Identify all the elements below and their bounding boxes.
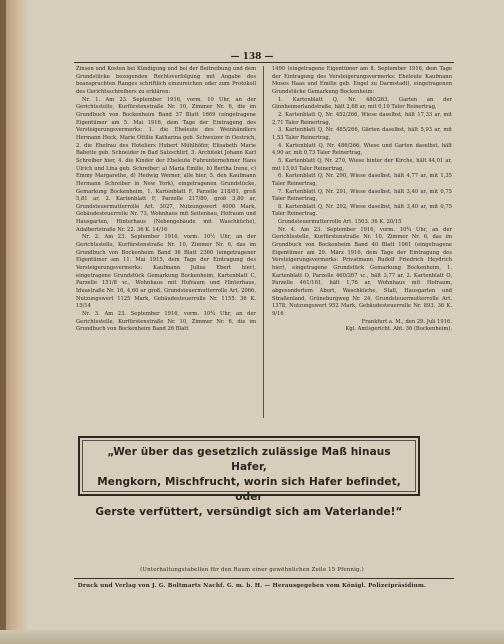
left-paragraph: Zinsen und Kosten bei Kündigung und bei der Beitreibung und dem Grundstücke bezogenden Rechtsverfolgung mit Angabe des beanspruchten Ranges schriftlich einzureichen oder zum Protokoll des Gerichtsschreibers zu erklären: [76,66,256,95]
right-column [272,66,452,334]
footer-rule [74,578,454,579]
notice-box [78,436,420,518]
advert-rate-note: (Unterhaltungstabellen für den Raum einer gewöhnlichen Zeile 15 Pfennig.) [140,567,364,573]
page-binding-shadow [0,0,6,644]
court-signature: Kgl. Amtsgericht. Abt. 36 (Bockenheim). [345,326,452,333]
notice-line: Mengkorn, Mischfrucht, worin sich Hafer befindet, oder [97,476,401,503]
right-paragraph: 2. Kartenblatt Q, Nr. 452/266, Wiese daselbst, hält 17,33 ar, mit 2,71 Taler Reinertrag, [272,111,452,126]
notice-inner-frame [82,440,416,492]
right-paragraph: 1490 (eingetragene Eigentümer am 8. September 1916, dem Tage der Eintragung des Versteigerungsvermerks: Eheleute Kaufmann Moses Haas und Emilie geb. Engel zu Darmstadt), eingetragenen Grundstücke Gemarkung Bockenheim: [272,66,452,95]
right-paragraph: 7. Kartenblatt Q, Nr. 291, Wiese daselbst, hält 3,40 ar, mit 0,75 Taler Reinertrag, [272,188,452,203]
publisher-imprint: Druck und Verlag von J. G. Boltmarts Nachf. G. m. b. H. — Herausgegeben vom Königl. Polizeipräsidium. [77,583,427,589]
page-number: — 138 — [230,52,274,62]
right-paragraph: 6. Kartenblatt Q, Nr. 290, Wiese daselbst, hält 4,77 ar, mit 1,35 Taler Reinertrag, [272,173,452,187]
right-paragraph: 3. Kartenblatt Q, Nr. 485/266, Gärten daselbst, hält 5,93 ar, mit 1,53 Taler Reinertrag, [272,127,452,141]
right-paragraph: 5. Kartenblatt Q, Nr. 270, Wiese hinter der Kirche, hält 44,01 ar, mit 13,93 Taler Reinertrag, [272,157,452,172]
page-bottom-edge [0,630,504,644]
right-paragraph: Nr. 4. Am 23. September 1916, vorm. 10¾ Uhr, an der Gerichtsstelle, Kurfürstenstraße Nr. 10, Zimmer Nr. 6, das im Grundbuch von Bockenheim Band 40 Blatt 1061 (eingetragene Eigentümer am 29. März 1916, dem Tage der Eintragung des Versteigerungsvermerks: Privatmann Rudolf Friedrich Heydrich hier), eingetragene Grundstück Gemarkung Bockenheim, 1. Kartenblatt O, Parzelle 460/267 ꝛc., hält 3,77 ar, 2. Kartenblatt O, Parzelle 461/161, hält 1,76 ar, Wohnhaus mit Hofraum, abgesondertem Abort, Waschküche, Stall, Hausgarten und Straßenland, Grüneburgweg Nr. 24, Grundsteuermutterrolle Art. 1378, Nutzungswert 952 Mark, Gebäudesteuerrolle Nr. 893. 36 K. 9/16 [272,226,452,317]
right-paragraph: Grundsteuermutterrolle Art. 1503. 36 K. 20/15 [278,219,402,226]
right-paragraph: 4. Kartenblatt Q, Nr. 486/266, Wiese und Garten daselbst, hält 4,90 ar, mit 0,73 Taler Reinertrag, [272,142,452,157]
header-rule [74,62,454,63]
left-paragraph: Nr. 1. Am 23. September 1916, vorm. 10 Uhr, an der Gerichtsstelle, Kurfürstenstraße Nr. 10, Zimmer Nr. 6, die im Grundbuch von Bockenheim Band 37 Blatt 1669 (eingetragene Eigentümer am 5. Mai 1916, dem Tage der Eintragung des Versteigerungsvermerks: 1. die Eheleute des Weinhändlers Hermann Heck, Marie Ottilie Katharina geb. Schweizer in Oestrich, 2. die Ehefrau des Hoteliers Hubert Mühlhöfer, Elisabeth Marie Babette geb. Schneider in Bad Salzschlirf, 3. Architekt Johann Karl Schreiber hier, 4. die Kinder der Eheleute Fuhrunternehmer Hans Ulrich und Lina geb. Schreiber: a) Maria Emilie, b) Bertha Irene, c) Emmy Margarethe, d) Hedwig Werner, alle hier, 5. den Kaufmann Hermann Schreiber in New York), eingetragenen Grundstücke, Gemarkung Bockenheim, 1. Kartenblatt F, Parzelle 218/81, groß 5,81 ar, 2. Kartenblatt F, Parzelle 217/80, groß 3,80 ar, Grundsteuermutterrolle Art. 3027, Nutzungswert 4000 Mark, Gebäudesteuerrolle Nr. 73, Wohnhaus mit Seitenbau, Hofraum und Hausgarten, Hinterhaus (Nebengebäude mit Waschküche), Adalbertstraße Nr. 22. 36 K. 14/16 [76,96,256,233]
left-paragraph: Nr. 3. Am 23. September 1916, vorm. 10¾ Uhr, an der Gerichtsstelle, Kurfürstenstraße Nr. 10, Zimmer Nr. 6, die im Grundbuch von Bockenheim Band 26 Blatt [76,311,256,333]
notice-line: „Wer über das gesetzlich zulässige Maß hinaus Hafer, [107,446,391,473]
date-line: Frankfurt a. M., den 29. Juli 1916. [361,318,452,325]
notice-line: Gerste verfüttert, versündigt sich am Vaterlande!“ [95,506,403,518]
left-column [76,66,256,334]
left-paragraph: Nr. 2. Am 23. September 1916, vorm. 10½ Uhr, an der Gerichtsstelle, Kurfürstenstraße Nr. 10, Zimmer Nr. 6, das im Grundbuch von Bockenheim Band 36 Blatt 2360 (eingetragener Eigentümer am 11. Mai 1915, dem Tage der Eintragung des Versteigerungsvermerks: Kaufmann Julius Ebert hier), eingetragene Grundstück Gemarkung Bockenheim, Kartenblatt C, Parzelle 151/8 ꝛc., Wohnhaus mit Hofraum und Hinterhaus, Iduastraße Nr. 16, 4,60 ar groß, Grundsteuermutterrolle Art. 2066, Nutzungswert 1125 Mark, Gebäudesteuerrolle Nr. 1155. 36 K. 15/14 [76,234,256,310]
right-paragraph: 1. Kartenblatt Q, Nr. 480/263, Garten an der Ginnheimerlandstraße, hält 2,68 ar, mit 0,10 Taler Reinertrag, [272,96,452,111]
column-divider [263,66,264,418]
right-paragraph: 8. Kartenblatt Q, Nr. 292, Wiese daselbst, hält 3,40 ar, mit 0,75 Taler Reinertrag. [272,203,452,218]
